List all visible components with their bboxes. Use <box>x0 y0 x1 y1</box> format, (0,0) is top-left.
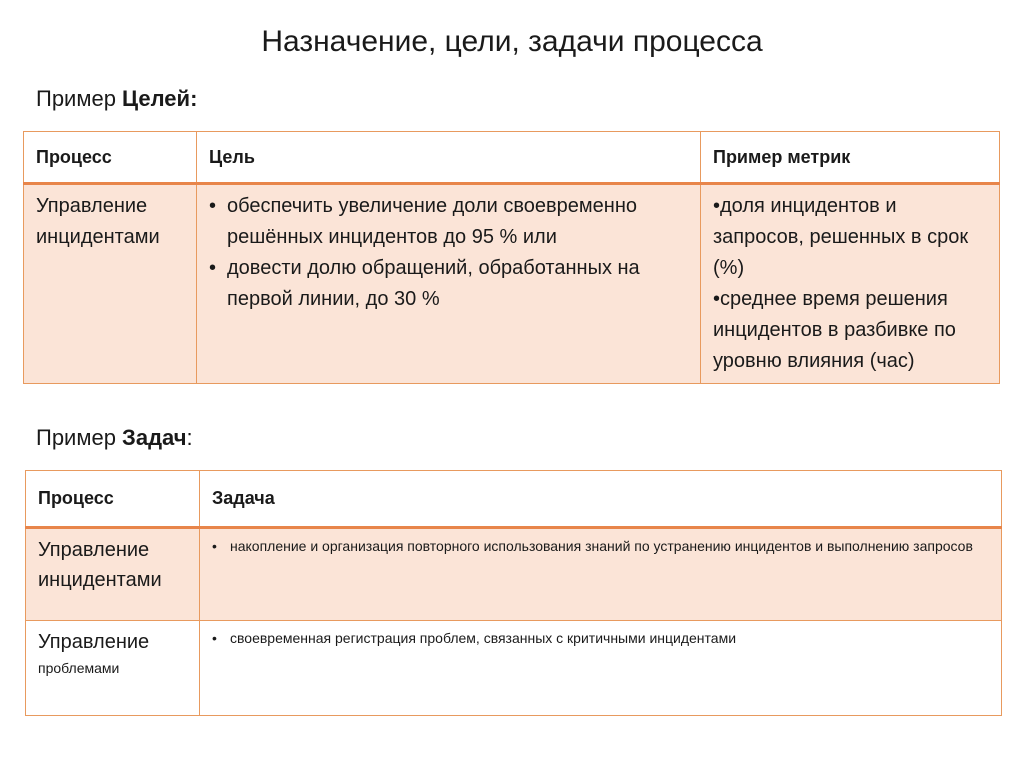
goals-header-process: Процесс <box>24 132 197 184</box>
task-item: • своевременная регистрация проблем, связанных с критичными инцидентами <box>212 627 991 649</box>
goals-heading-prefix: Пример <box>36 86 123 111</box>
goals-header-goal: Цель <box>197 132 701 184</box>
tasks-table-header <box>26 471 1002 528</box>
tasks-header-task: Задача <box>200 471 1002 528</box>
process-name-line2: инцидентами <box>38 569 162 591</box>
goals-table <box>23 131 1000 384</box>
task-item: • накопление и организация повторного использования знаний по устранению инцидентов и выполнению запросов <box>212 535 991 557</box>
tasks-process-cell <box>26 528 200 621</box>
tasks-process-cell <box>26 621 200 716</box>
tasks-table <box>25 470 1002 716</box>
goals-heading-bold: Целей: <box>122 86 198 111</box>
goals-table-header <box>24 132 1000 184</box>
tasks-heading <box>36 424 193 452</box>
goals-heading <box>36 85 197 113</box>
process-name-line1: Управление <box>38 539 150 561</box>
goal-item: • довести долю обращений, обработанных на первой линии, до 30 % <box>209 253 690 315</box>
tasks-task-cell <box>200 621 1002 716</box>
metric-item: •среднее время решения инцидентов в разбивке по уровню влияния (час) <box>713 288 956 372</box>
process-name-line2: проблемами <box>38 660 120 676</box>
tasks-heading-prefix: Пример <box>36 425 123 450</box>
tasks-task-cell <box>200 528 1002 621</box>
goals-process-cell: Управление инцидентами <box>24 184 197 384</box>
table-row <box>26 621 1002 716</box>
process-name-line1: Управление <box>38 631 150 653</box>
goals-metrics-cell <box>701 184 1000 384</box>
tasks-heading-bold: Задач <box>122 425 187 450</box>
metric-item: •доля инцидентов и запросов, решенных в срок (%) <box>713 195 969 279</box>
tasks-header-process: Процесс <box>26 471 200 528</box>
goals-header-metrics: Пример метрик <box>701 132 1000 184</box>
goal-item: • обеспечить увеличение доли своевременно решённых инцидентов до 95 % или <box>209 191 690 253</box>
goals-goal-cell <box>197 184 701 384</box>
table-row <box>24 184 1000 384</box>
table-row <box>26 528 1002 621</box>
slide-title: Назначение, цели, задачи процесса <box>261 25 763 58</box>
tasks-heading-suffix: : <box>186 425 193 450</box>
